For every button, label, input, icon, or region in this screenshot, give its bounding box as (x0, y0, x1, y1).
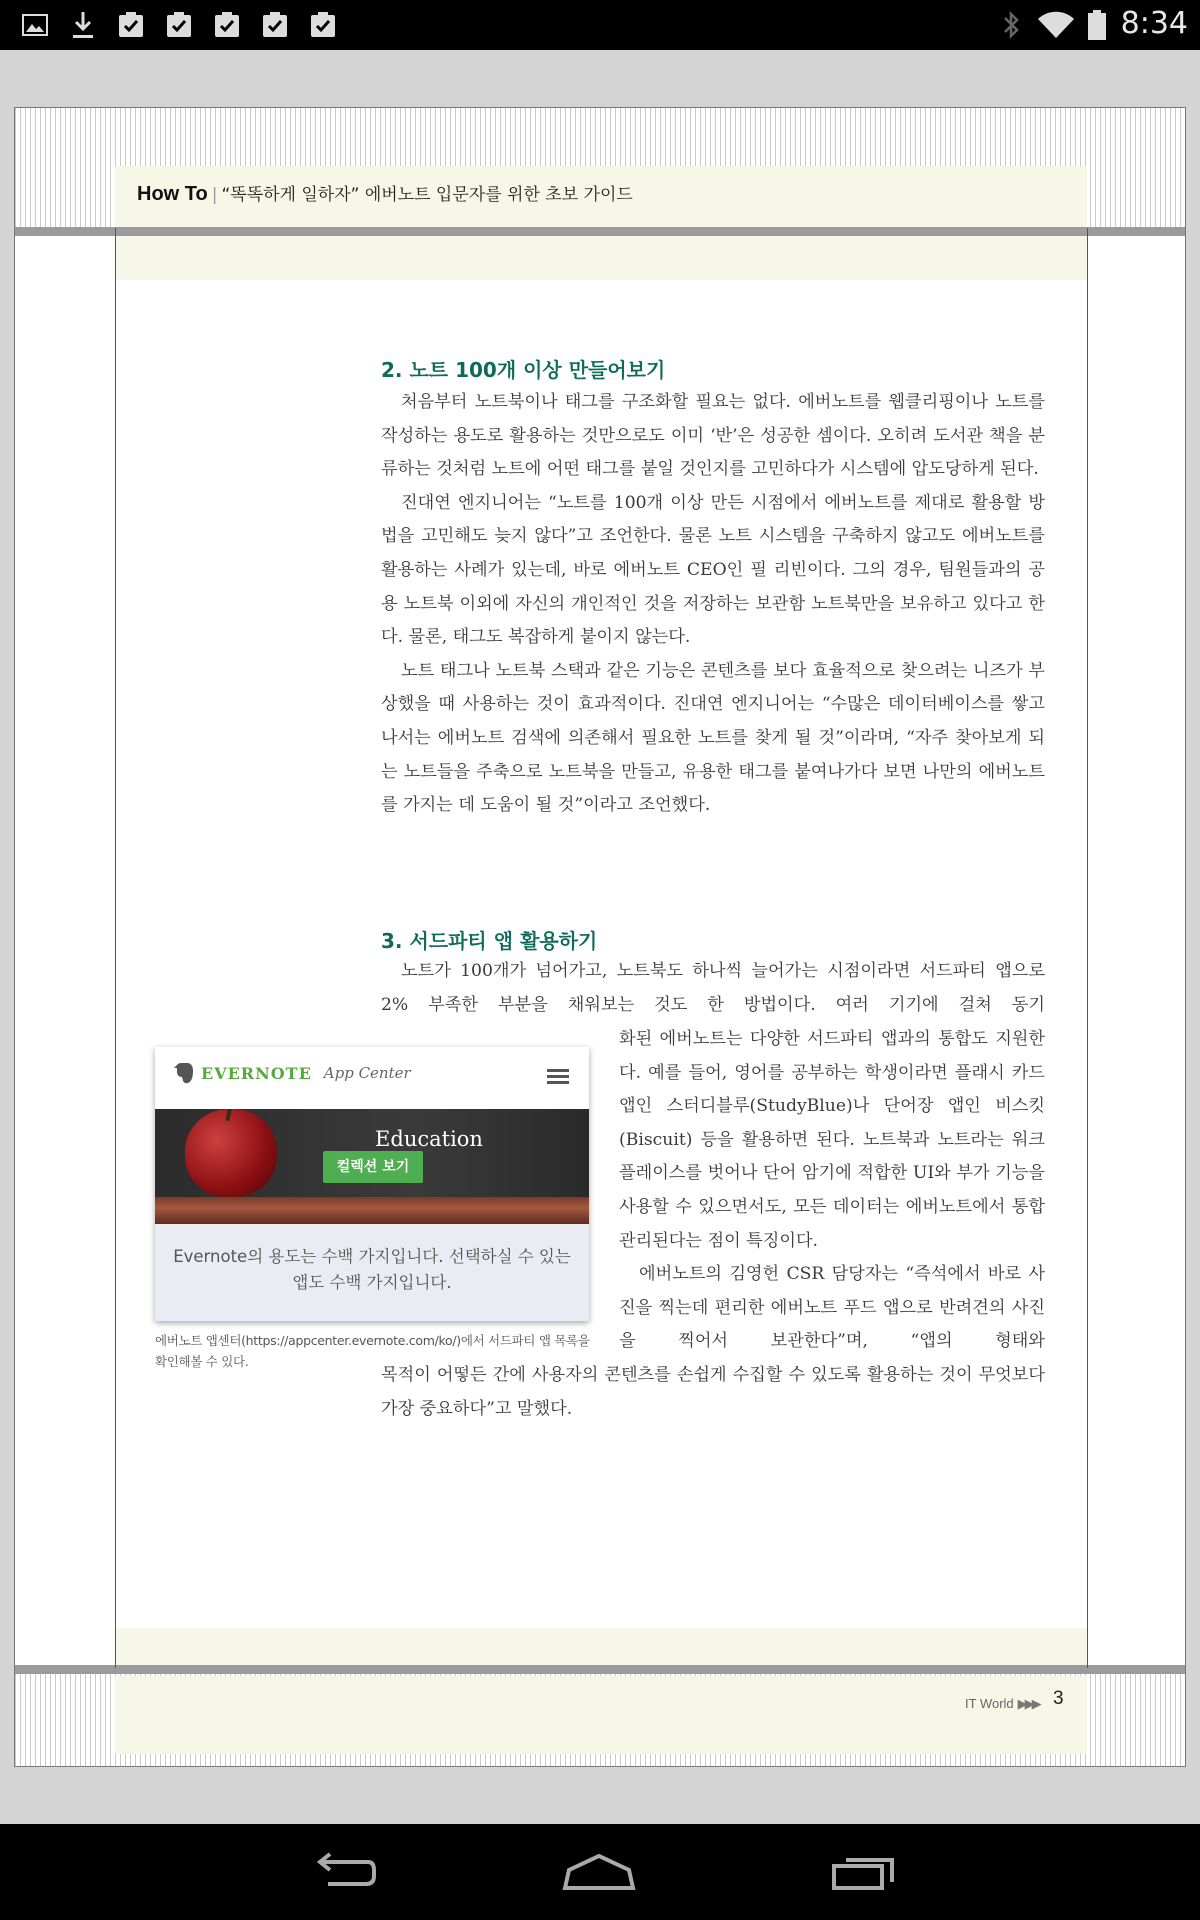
header-title: “똑똑하게 일하자” 에버노트 입문자를 위한 초보 가이드 (221, 185, 633, 205)
figure-caption: 에버노트 앱센터(https://appcenter.evernote.com/ko/)에서 서드파티 앱 목록을 확인해볼 수 있다. (155, 1333, 590, 1369)
paragraph: 처음부터 노트북이나 태그를 구조화할 필요는 없다. 에버노트를 웹클리핑이나 노트를 작성하는 용도로 활용하는 것만으로도 이미 ‘반’은 성공한 셈이다. 오히려 도서관 책을 분류하는 것처럼 노트에 어떤 태그를 붙일 것인지를 고민하다가 시스템에 압도당하게 된다. (381, 392, 1045, 480)
clipboard-check-icon (212, 8, 242, 42)
header-separator: | (211, 185, 218, 205)
header-section-label: How To (137, 183, 208, 205)
home-icon (559, 1852, 639, 1892)
publication-name: IT World (965, 1696, 1014, 1711)
education-banner (155, 1109, 589, 1224)
bluetooth-icon (996, 8, 1026, 42)
clock: 8:34 (1120, 6, 1188, 41)
section-2-body (381, 386, 1045, 823)
download-icon (68, 8, 98, 42)
page-number: 3 (1053, 1688, 1064, 1709)
clipboard-check-icon (164, 8, 194, 42)
evernote-app-center-screenshot (155, 1047, 589, 1321)
evernote-brand: EVERNOTE (201, 1063, 312, 1083)
wifi-icon (1036, 8, 1076, 42)
left-margin-line (115, 228, 116, 1668)
footer-rule (15, 1665, 1185, 1674)
section-2-title: 2. 노트 100개 이상 만들어보기 (381, 358, 666, 382)
paragraph: 진대연 엔지니어는 “노트를 100개 이상 만든 시점에서 에버노트를 제대로 활용할 방법을 고민해도 늦지 않다”고 조언한다. 물론 노트 시스템을 구축하지 않고도 에버노트를 활용하는 사례가 있는데, 바로 에버노트 CEO인 필 리빈이다. 그의 경우, 팀원들과의 공용 노트북 이외에 자신의 개인적인 것을 저장하는 보관함 노트북만을 보유하고 있다고 한다. 물론, 태그도 복잡하게 붙이지 않는다. (381, 492, 1045, 648)
clipboard-check-icon (308, 8, 338, 42)
paragraph: 목적이 어떻든 간에 사용자의 콘텐츠를 손쉽게 수집할 수 있도록 활용하는 것이 무엇보다 가장 중요하다”고 말했다. (381, 1365, 1045, 1419)
section-3-intro (381, 955, 1045, 1022)
paragraph: 노트 태그나 노트북 스택과 같은 기능은 콘텐츠를 보다 효율적으로 찾으려는 니즈가 부상했을 때 사용하는 것이 효과적이다. 진대연 엔지니어는 “수많은 데이터베이스를 쌓고 나서는 에버노트 검색에 의존해서 필요한 노트를 찾게 될 것”이라며, “자주 찾아보게 되는 노트들을 주축으로 노트북을 만들고, 유용한 태그를 붙여나가다 보면 나만의 에버노트를 가지는 데 도움이 될 것”이라고 조언했다. (381, 660, 1045, 816)
section-3-wrapped-text (619, 1023, 1045, 1359)
recents-icon (830, 1852, 900, 1892)
paragraph: 노트가 100개가 넘어가고, 노트북도 하나씩 늘어가는 시점이라면 서드파티 앱으로 2% 부족한 부분을 채워보는 것도 한 방법이다. 여러 기기에 걸쳐 동기 (381, 961, 1045, 1015)
image-icon (20, 8, 50, 42)
footer-band (115, 1676, 1087, 1754)
footer-arrows-icon: ▶▶▶ (1017, 1696, 1039, 1711)
footer-publication (965, 1696, 1039, 1712)
card-description-text: Evernote의 용도는 수백 가지입니다. 선택하실 수 있는 앱도 수백 가지입니다. (173, 1247, 571, 1292)
clipboard-check-icon (116, 8, 146, 42)
evernote-logo (173, 1061, 411, 1085)
paragraph: 화된 에버노트는 다양한 서드파티 앱과의 통합도 지원한다. 예를 들어, 영어를 공부하는 학생이라면 플래시 카드 앱인 스터디블루(StudyBlue)나 단어장 앱인 비스킷(Biscuit) 등을 활용하면 된다. 노트북과 노트라는 워크플레이스를 벗어나 단어 암기에 적합한 UI와 부가 기능을 사용할 수 있으면서도, 모든 데이터는 에버노트에서 통합 관리된다는 점이 특징이다. (619, 1029, 1045, 1251)
back-button[interactable] (298, 1846, 388, 1898)
home-button[interactable] (554, 1846, 644, 1898)
books-image (155, 1197, 589, 1224)
status-bar (0, 0, 1200, 50)
right-margin-line (1087, 228, 1088, 1668)
footer-band-upper (115, 1628, 1087, 1668)
banner-title: Education (375, 1127, 483, 1151)
section-3-title: 3. 서드파티 앱 활용하기 (381, 929, 598, 953)
clipboard-check-icon (260, 8, 290, 42)
magazine-page[interactable] (14, 107, 1186, 1767)
hamburger-menu-icon (547, 1069, 569, 1085)
apple-image (185, 1109, 277, 1197)
header-rule (15, 227, 1185, 236)
paragraph: 에버노트의 김영헌 CSR 담당자는 “즉석에서 바로 사진을 찍는데 편리한 에버노트 푸드 앱으로 반려견의 사진을 찍어서 보관한다”며, “앱의 형태와 (619, 1264, 1045, 1352)
view-collection-button: 컬렉션 보기 (323, 1151, 423, 1183)
card-description (155, 1224, 589, 1321)
app-center-label: App Center (323, 1064, 411, 1082)
elephant-icon (173, 1061, 195, 1085)
battery-icon (1082, 8, 1112, 42)
recents-button[interactable] (820, 1846, 910, 1898)
navigation-bar (0, 1824, 1200, 1920)
back-arrow-icon (308, 1852, 378, 1892)
header-band-lower (115, 236, 1087, 280)
running-header (137, 180, 633, 206)
